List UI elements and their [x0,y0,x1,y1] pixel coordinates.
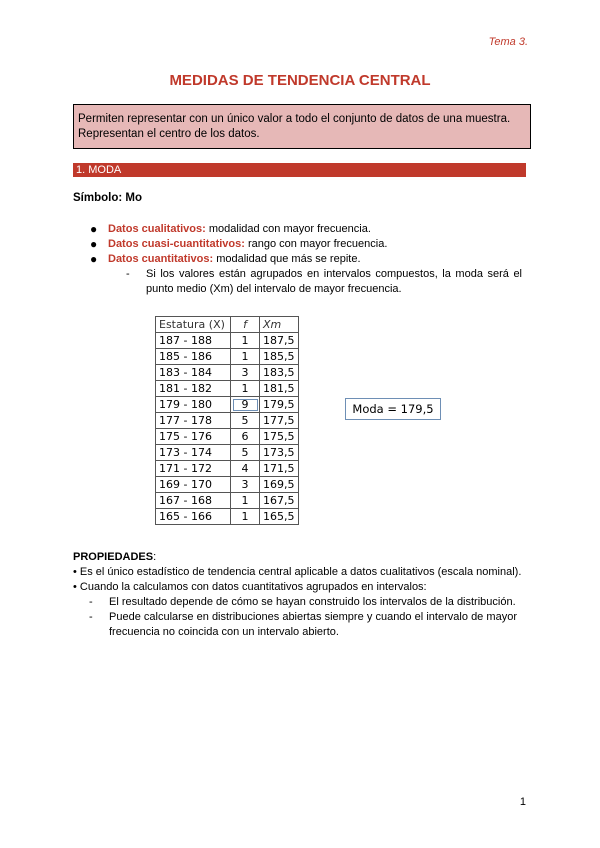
table-cell: 175,5 [260,429,299,445]
bullet-term: Datos cualitativos: [108,223,206,235]
table-cell: 179 - 180 [156,397,231,413]
table-cell: 167,5 [260,493,299,509]
bullet-list [90,222,530,297]
page-title: MEDIDAS DE TENDENCIA CENTRAL [169,72,431,89]
topic-label: Tema 3. [488,36,528,48]
table-cell: 175 - 176 [156,429,231,445]
table-cell: 169 - 170 [156,477,231,493]
property-sub-item [89,595,517,610]
table-cell: 171,5 [260,461,299,477]
moda-result-box: Moda = 179,5 [345,398,441,420]
column-header: Estatura (X) [156,317,231,333]
dash-icon: - [89,611,93,623]
table-row [156,445,299,461]
table-cell: 179,5 [260,397,299,413]
table-cell: 183 - 184 [156,365,231,381]
table-cell: 185,5 [260,349,299,365]
table-cell: 165,5 [260,509,299,525]
sub-bullet-text: Si los valores están agrupados en intervalos compuestos, la moda será el punto medio (Xm) del intervalo de mayor frecuencia. [146,268,522,295]
definition-line-2: Representan el centro de los datos. [78,128,260,140]
properties-list [73,565,533,640]
table-cell: 187,5 [260,333,299,349]
table-cell: 1 [231,381,260,397]
table-row [156,381,299,397]
table-cell: 165 - 166 [156,509,231,525]
page-number: 1 [519,796,526,808]
table-cell: 183,5 [260,365,299,381]
bullet-term: Datos cuasi-cuantitativos: [108,238,245,250]
column-header: Xm [260,317,299,333]
property-sub-text: Puede calcularse en distribuciones abiertas siempre y cuando el intervalo de mayor frecuencia no coincida con un intervalo abierto. [109,611,517,638]
table-row [156,477,299,493]
table-row [156,509,299,525]
table-row [156,349,299,365]
bullet-item [90,252,530,267]
table-cell: 3 [231,365,260,381]
table-cell: 167 - 168 [156,493,231,509]
frequency-table [155,316,299,525]
table-cell: 177 - 178 [156,413,231,429]
table-cell: 185 - 186 [156,349,231,365]
table-cell: 173,5 [260,445,299,461]
property-item: • Cuando la calculamos con datos cuantitativos agrupados en intervalos: [73,581,427,593]
bullet-text: modalidad que más se repite. [213,253,361,265]
table-cell: 3 [231,477,260,493]
selected-cell: 9 [231,397,260,413]
property-item: • Es el único estadístico de tendencia central aplicable a datos cualitativos (escala nominal). [73,566,522,578]
table-row [156,365,299,381]
dash-icon: - [126,268,130,280]
bullet-term: Datos cuantitativos: [108,253,214,265]
table-cell: 187 - 188 [156,333,231,349]
table-cell: 181,5 [260,381,299,397]
table-header-row [156,317,299,333]
bullet-dot-icon: ● [90,237,98,251]
table-cell: 169,5 [260,477,299,493]
dash-icon: - [89,596,93,608]
table-cell: 4 [231,461,260,477]
table-cell: 1 [231,493,260,509]
section-heading: 1. MODA [73,163,526,177]
table-cell: 1 [231,509,260,525]
table-cell: 5 [231,413,260,429]
bullet-dot-icon: ● [90,252,98,266]
bullet-dot-icon: ● [90,222,98,236]
table-row [156,413,299,429]
table-cell: 6 [231,429,260,445]
bullet-item [90,222,530,237]
definition-box [73,104,531,149]
table-row [156,429,299,445]
symbol-label: Símbolo: Mo [73,192,142,204]
property-sub-item [89,610,517,640]
properties-colon: : [153,551,157,563]
table-row [156,397,299,413]
table-cell: 171 - 172 [156,461,231,477]
table-cell: 181 - 182 [156,381,231,397]
table-cell: 173 - 174 [156,445,231,461]
definition-line-1: Permiten representar con un único valor a todo el conjunto de datos de una muestra. [78,113,511,125]
table-row [156,461,299,477]
column-header: f [231,317,260,333]
bullet-text: rango con mayor frecuencia. [244,238,388,250]
table-row [156,493,299,509]
bullet-text: modalidad con mayor frecuencia. [205,223,371,235]
bullet-item [90,237,530,252]
properties-title [73,551,156,563]
properties-title-text: PROPIEDADES [73,551,154,563]
sub-bullet [126,267,522,297]
table-cell: 1 [231,349,260,365]
property-sub-text: El resultado depende de cómo se hayan construido los intervalos de la distribución. [109,596,516,608]
table-cell: 177,5 [260,413,299,429]
table-cell: 1 [231,333,260,349]
table-cell: 5 [231,445,260,461]
table-row [156,333,299,349]
